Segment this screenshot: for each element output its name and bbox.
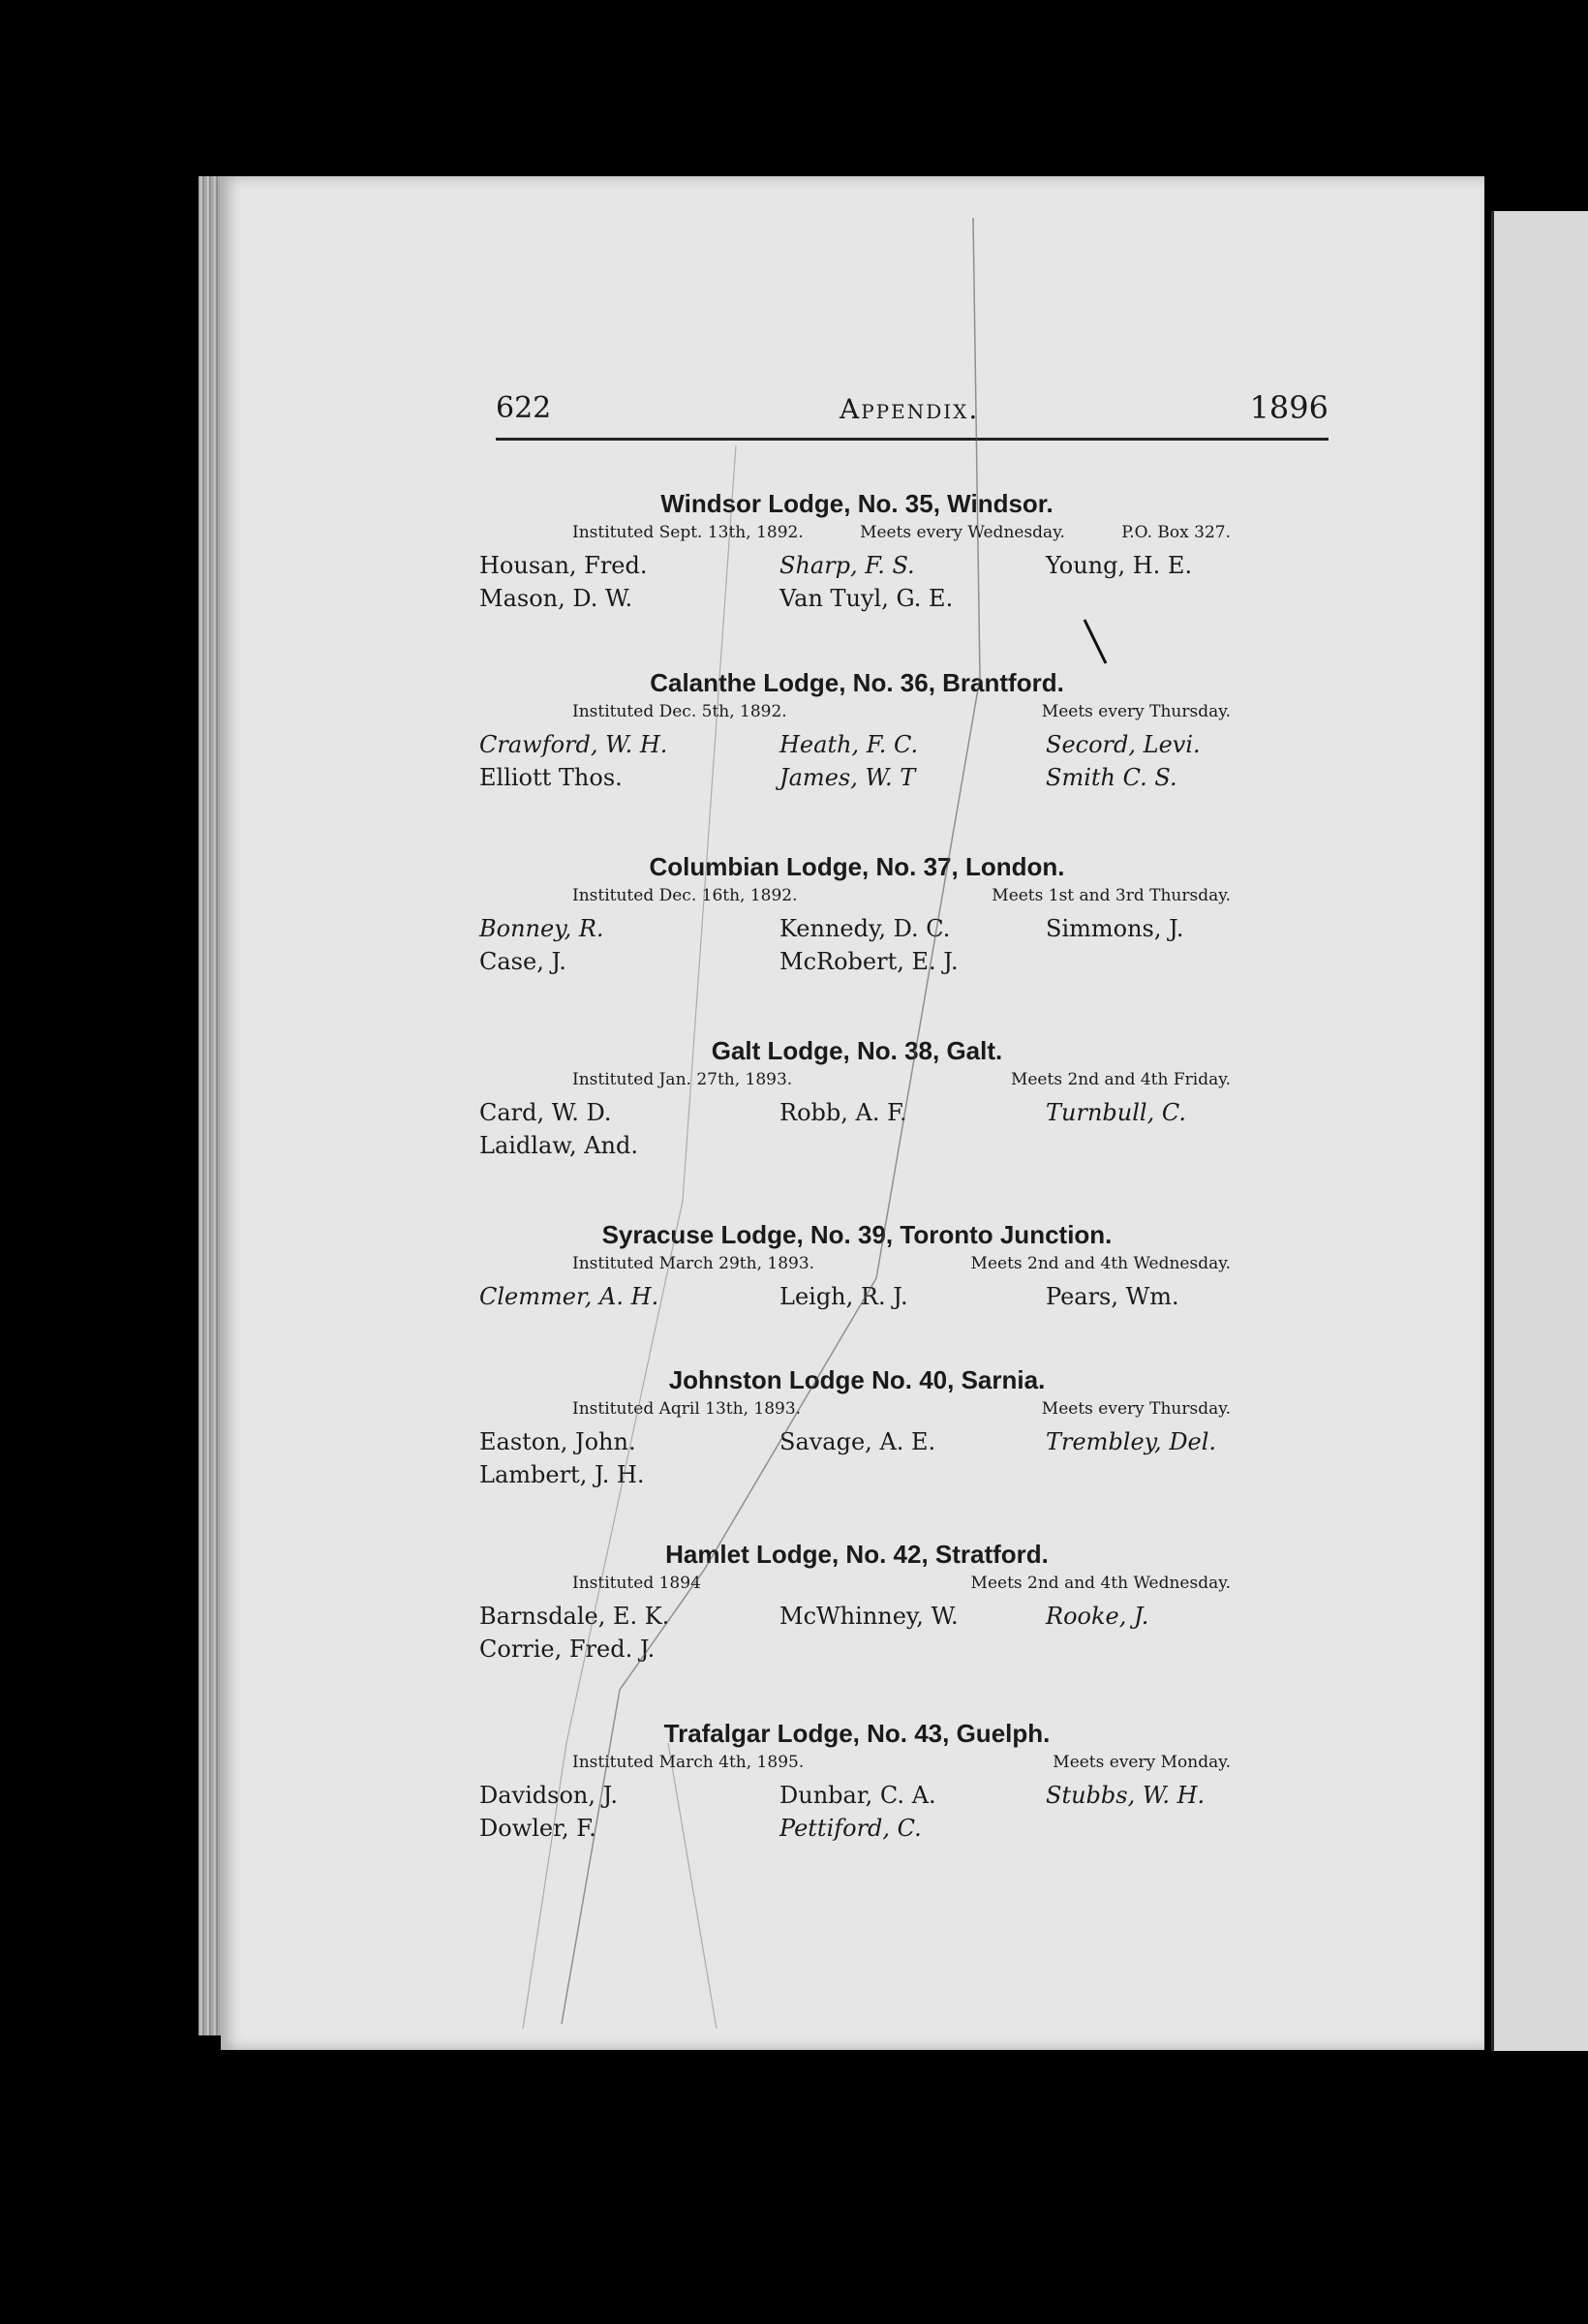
lodge-entry [479,668,1235,793]
lodge-meta [479,1399,1235,1419]
member-name: Kennedy, D. C. [779,915,951,942]
lodge-entry [479,1220,1235,1312]
member-name [1046,1634,1235,1665]
lodge-title: Trafalgar Lodge, No. 43, Guelph. [663,1719,1051,1748]
member-name: Secord, Levi. [1046,731,1201,758]
member-name: James, W. T [779,764,916,791]
member-name: Robb, A. F. [779,1099,907,1126]
lodge-title: Calanthe Lodge, No. 36, Brantford. [650,668,1064,697]
member-name [779,1130,1046,1161]
lodge-title: Hamlet Lodge, No. 42, Stratford. [665,1540,1049,1569]
member-list [479,729,1235,793]
member-list [479,1097,1235,1161]
member-name: Housan, Fred. [479,552,648,579]
facing-page-edge [1491,211,1588,2051]
member-name: Dunbar, C. A. [779,1782,936,1809]
lodge-entry [479,489,1235,614]
member-name: Corrie, Fred. J. [479,1636,656,1663]
member-name [779,1459,1046,1490]
member-name: Davidson, J. [479,1782,619,1809]
instituted-date: Instituted Dec. 5th, 1892. [572,702,787,721]
lodge-meta [479,1070,1235,1089]
lodge-meta [479,1753,1235,1772]
member-name: Lambert, J. H. [479,1461,645,1488]
instituted-date: Instituted 1894 [572,1574,701,1593]
member-name: Case, J. [479,948,566,975]
member-name: Sharp, F. S. [779,552,915,579]
instituted-date: Instituted Aqril 13th, 1893. [572,1399,802,1419]
member-name: McRobert, E. J. [779,948,959,975]
lodge-meta [479,702,1235,721]
member-name [1046,946,1235,977]
page-number: 622 [496,391,552,425]
meeting-schedule: Meets 2nd and 4th Wednesday. [970,1574,1231,1593]
running-title: Appendix. [840,393,980,425]
po-box: P.O. Box 327. [1121,523,1231,542]
member-name: Pettiford, C. [779,1815,922,1842]
instituted-date: Instituted Sept. 13th, 1892. [572,523,804,542]
lodge-meta [479,523,1235,542]
lodge-entry [479,1540,1235,1665]
member-name: Simmons, J. [1046,915,1184,942]
meeting-schedule: Meets every Thursday. [1041,702,1231,721]
member-name: Card, W. D. [479,1099,612,1126]
lodge-entry [479,852,1235,977]
member-name: Elliott Thos. [479,764,623,791]
member-name [1046,1459,1235,1490]
member-list [479,913,1235,977]
instituted-date: Instituted March 4th, 1895. [572,1753,805,1772]
instituted-date: Instituted Jan. 27th, 1893. [572,1070,793,1089]
member-name: Bonney, R. [479,915,604,942]
member-name: Savage, A. E. [779,1428,936,1455]
member-name: Barnsdale, E. K. [479,1603,670,1630]
lodge-meta [479,1254,1235,1273]
meeting-schedule: Meets 2nd and 4th Friday. [1010,1070,1231,1089]
member-name: Easton, John. [479,1428,636,1455]
member-list [479,1281,1235,1312]
member-name: Van Tuyl, G. E. [779,585,954,612]
page-header [496,387,1328,441]
lodge-entry [479,1365,1235,1490]
instituted-date: Instituted Dec. 16th, 1892. [572,886,798,905]
member-name: Heath, F. C. [779,731,919,758]
member-name: Crawford, W. H. [479,731,668,758]
member-name: Laidlaw, And. [479,1132,639,1159]
lodge-title: Windsor Lodge, No. 35, Windsor. [660,489,1054,518]
member-name [1046,1130,1235,1161]
member-name: Mason, D. W. [479,585,633,612]
member-name: McWhinney, W. [779,1603,959,1630]
meeting-schedule: Meets every Monday. [1053,1753,1231,1772]
member-name: Clemmer, A. H. [479,1283,659,1310]
member-list [479,1780,1235,1844]
member-name: Pears, Wm. [1046,1283,1179,1310]
member-name: Turnbull, C. [1046,1099,1186,1126]
lodge-meta [479,1574,1235,1593]
member-name [1046,1813,1235,1844]
member-name [779,1634,1046,1665]
lodge-title: Columbian Lodge, No. 37, London. [649,852,1065,881]
meeting-schedule: Meets every Wednesday. [860,523,1065,542]
meeting-schedule: Meets 2nd and 4th Wednesday. [970,1254,1231,1273]
member-name [1046,583,1235,614]
member-list [479,1601,1235,1665]
year: 1896 [1249,389,1328,426]
member-name: Young, H. E. [1046,552,1193,579]
meeting-schedule: Meets every Thursday. [1041,1399,1231,1419]
meeting-schedule: Meets 1st and 3rd Thursday. [992,886,1231,905]
member-name: Rooke, J. [1046,1603,1149,1630]
lodge-title: Johnston Lodge No. 40, Sarnia. [668,1365,1046,1394]
member-name: Dowler, F. [479,1815,596,1842]
instituted-date: Instituted March 29th, 1893. [572,1254,815,1273]
member-name: Stubbs, W. H. [1046,1782,1206,1809]
lodge-title: Syracuse Lodge, No. 39, Toronto Junction. [601,1220,1113,1249]
lodge-meta [479,886,1235,905]
member-name: Smith C. S. [1046,764,1177,791]
member-name: Trembley, Del. [1046,1428,1217,1455]
member-list [479,550,1235,614]
lodge-entry [479,1036,1235,1161]
member-name: Leigh, R. J. [779,1283,908,1310]
lodge-title: Galt Lodge, No. 38, Galt. [711,1036,1003,1065]
member-list [479,1426,1235,1490]
lodge-entry [479,1719,1235,1844]
